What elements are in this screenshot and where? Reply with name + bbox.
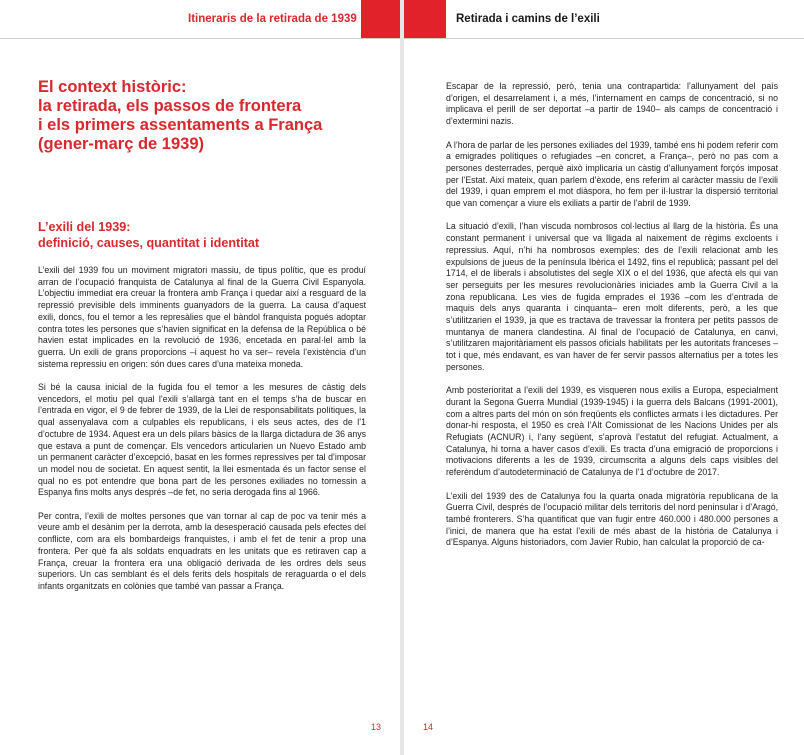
paragraph: Si bé la causa inicial de la fugida fou el temor a les mesures de càstig dels vencedors, el motiu pel qual l’exili s’allargà tant en el temps s’ha de buscar en l’entrada en vigor, el 9 de febrer de 1939, de la Llei de responsabilitats polítiques, la qual assenyalava com a culpables els republicans, i els seus actes, des de l’1 d’octubre de 1934. Aquest era un dels pilars bàsics de la llarga dictadura de 36 anys que estava a punt de començar. Els vencedors articularien un Nuevo Estado amb un permanent caràcter d’excepció, basat en les formes repressives per tal d’imposar un model nou de societat. En aquest sentit, la llei esmentada és un factor sense el qual no es pot entendre que bona part de les persones exiliades no tornessin a Espanya fins molts anys després –de fet, no seria derogada fins al 1966. [38,382,366,498]
section-title-line: definició, causes, quantitat i identitat [38,236,260,250]
left-page [0,0,400,755]
running-header-left: Itineraris de la retirada de 1939 [188,13,357,25]
paragraph: La situació d’exili, l’han viscuda nombrosos col·lectius al llarg de la història. És una constant permanent i universal que va lligada al naixement de règims excloents i repressius. Aquí, n’hi ha nombrosos exemples: des de l’exili relacionat amb les expulsions de jueus de la península Ibèrica el 1492, fins el republicà; passant pel del 1714, el de liberals i absolutistes del segle XIX o el del 1936, que afectà els qui van ser perseguits per les mesures revolucionàries iniciades amb la Guerra Civil a la zona republicana. Les vies de fugida emprades el 1936 –com les d’entrada de maquis dels anys quaranta i cinquanta– eren molt diferents, però, a les que s’utilitzarien el 1939, ja que es tractava de travessar la frontera per petits passos de muntanya de manera clandestina. Al final de l’ocupació de Catalunya, en canvi, s’utilitzaren majoritàriament els passos oficials habilitats per les autoritats franceses –tot i que, més endavant, es van haver de fer servir passos alternatius per a totes les persones. [446,221,778,372]
page-number-left: 13 [371,722,382,732]
chapter-title-line: la retirada, els passos de frontera [38,97,302,115]
paragraph: L’exili del 1939 fou un moviment migratori massiu, de tipus polític, que es produí arran de l’ocupació franquista de Catalunya al final de la Guerra Civil Espanyola. L’objectiu immediat era creuar la frontera amb França i quedar així a resguard de la repressió previsible dels imminents guanyadors de la guerra. La causa d’aquest exili, doncs, fou el temor a les represàlies que el bàndol franquista pogués adoptar contra totes les persones que s’havien significat en la defensa de la República o bé havien estat implicades en la revolució de 1936, encetada en paral·lel amb la guerra. Un exili de grans proporcions –i aquest ho va ser– revela l’existència d’un sistema repressiu en origen: són dues cares d’una mateixa moneda. [38,265,366,369]
right-page [404,0,804,755]
page-number-right: 14 [423,722,434,732]
right-page-header [404,0,804,39]
chapter-title-line: i els primers assentaments a França [38,116,323,134]
paragraph: A l’hora de parlar de les persones exiliades del 1939, també ens hi podem referir com a emigrades polítiques o refugiades –en concret, a França–, però no pas com a persones desterrades, perquè això implicaria un càstig d’allunyament forçós imposat per l’Estat. Així mateix, quan parlem d’èxode, ens referim al caràcter massiu de l’exili del 1939, i quan emprem el mot diàspora, ho fem per il·lustrar la dispersió territorial que van començar a viure els exiliats a partir de l’abril de 1939. [446,139,778,209]
header-red-tab-right [404,0,446,38]
left-body-text [38,265,366,604]
running-header-right: Retirada i camins de l’exili [456,13,600,25]
chapter-title [38,78,388,154]
chapter-title-line: El context històric: [38,78,187,96]
left-page-header [0,0,400,39]
section-title [38,219,388,251]
paragraph: Escapar de la repressió, però, tenia una contrapartida: l’allunyament del país d’origen, el desarrelament i, a més, l’internament en camps de concentració, si no implicava el perill de ser deportat –a partir de 1940– als camps de concentració i d’extermini nazis. [446,81,778,127]
paragraph: L’exili del 1939 des de Catalunya fou la quarta onada migratòria republicana de la Guerra Civil, després de l’ocupació militar dels territoris del nord peninsular i d’Aragó, també fronterers. S’ha quantificat que van fugir entre 460.000 i 480.000 persones a l’inici, de manera que ha estat l’exili de més abast de la història de Catalunya i d’Espanya. Alguns historiadors, com Javier Rubio, han calculat la proporció de ca- [446,490,778,548]
paragraph: Per contra, l’exili de moltes persones que van tornar al cap de poc va tenir més a veure amb el desànim per la derrota, amb la desesperació causada pels efectes del conflicte, com ara els bombardeigs franquistes, i amb el fet de tenir a prop una frontera. Per què fa als soldats enquadrats en les unitats que es retiraven cap a França, creuar la frontera era una obligació derivada de les ordres dels seus superiors. Un cas semblant és el dels ferits dels hospitals de reraguarda o el dels infants organitzats en colònies que també van passar a França. [38,510,366,591]
chapter-title-line: (gener-març de 1939) [38,135,204,153]
section-title-line: L’exili del 1939: [38,220,131,234]
paragraph: Amb posterioritat a l’exili del 1939, es visqueren nous exilis a Europa, especialment durant la Segona Guerra Mundial (1939-1945) i la guerra dels Balcans (1991-2001), com a altres parts del món on són freqüents els conflictes armats i les dictadures. Per donar-hi resposta, el 1950 es creà l’Alt Comissionat de les Nacions Unides per als Refugiats (ACNUR) i, l’any següent, s’aprovà l’estatut del refugiat. Actualment, a Catalunya, hi torna a haver casos d’exili. Es tracta d’una emigració de proporcions i motivacions diferents a les de 1939, circumscrita a alguns dels caps visibles del referèndum d’autodeterminació de Catalunya de l’1 d’octubre de 2017. [446,385,778,478]
header-red-tab-left [361,0,400,38]
right-body-text [446,81,778,561]
